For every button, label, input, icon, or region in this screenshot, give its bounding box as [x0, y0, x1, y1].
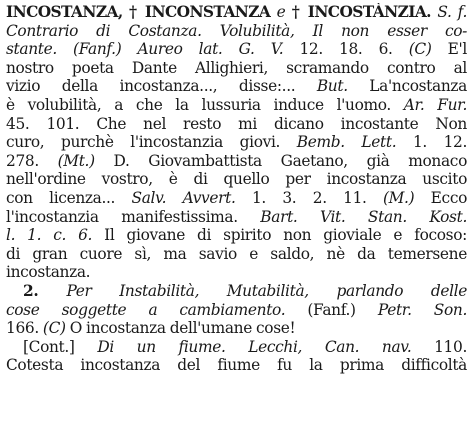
- entry-line-1: [6, 3, 467, 22]
- quote-text: incostanza.: [6, 263, 91, 282]
- entry-line-3: [6, 40, 467, 59]
- headword-main: INCOSTANZA, † INCONSTANZA: [6, 3, 277, 21]
- definition: Contrario di Costanza. Volubilità, Il non esser co-: [6, 21, 467, 40]
- citation-mark: (C): [42, 319, 66, 338]
- quote-text: La'ncostanza: [347, 77, 467, 96]
- quote-text: Che nel resto mi dicano incostante Non: [79, 114, 467, 133]
- quote-text: nell'ordine vostro, è di quello per incostanza uscito: [6, 170, 467, 189]
- citation-ref: 12. 18. 6.: [283, 40, 409, 59]
- entry-line-20: [6, 356, 467, 375]
- entry-line-18: [6, 319, 467, 338]
- citation-ref: 278.: [6, 151, 58, 170]
- quote-text: di gran cuore sì, ma savio e saldo, nè da temersene: [6, 244, 467, 263]
- entry-line-17: [6, 301, 467, 320]
- quote-text: nostro poeta Dante Allighieri, scramando contro al: [6, 58, 467, 77]
- citation-ref: 45. 101.: [6, 114, 80, 133]
- entry-line-7: [6, 115, 467, 134]
- quote-text: vizio della incostanza..., disse:...: [6, 77, 317, 96]
- entry-line-13: [6, 226, 467, 245]
- entry-line-14: [6, 245, 467, 264]
- definition: Di un fiume. Lecchi, Can. nav.: [97, 337, 412, 356]
- entry-line-2: [6, 22, 467, 41]
- citation-source: Ar. Fur.: [403, 95, 467, 114]
- entry-line-8: [6, 133, 467, 152]
- definition: Per Instabilità, Mutabilità, parlando delle: [66, 281, 467, 300]
- citation-ref: 110.: [411, 337, 467, 356]
- citation-ref: 166.: [6, 319, 43, 338]
- quote-text: Il giovane di spirito non gioviale e focoso:: [92, 226, 467, 245]
- entry-line-4: [6, 59, 467, 78]
- quote-text: con licenza...: [6, 188, 132, 207]
- citation-source: Bart. Vit. Stan. Kost.: [260, 207, 467, 226]
- quote-text: D. Giovambattista Gaetano, già monaco: [94, 151, 467, 170]
- citation-source: But.: [316, 77, 348, 96]
- quote-text: curo, purchè l'incostanzia giovi.: [6, 133, 297, 152]
- citation-source: Petr. Son.: [377, 300, 467, 319]
- citation-ref: 1. 3. 2. 11.: [235, 188, 383, 207]
- citation-source: Bemb. Lett.: [296, 133, 397, 152]
- entry-line-6: [6, 96, 467, 115]
- entry-line-15: [6, 263, 467, 282]
- entry-line-11: [6, 189, 467, 208]
- entry-line-5: [6, 77, 467, 96]
- citation-ref: 1. 12.: [396, 133, 467, 152]
- part-of-speech: S. f.: [437, 3, 467, 21]
- entry-line-19: [6, 338, 467, 357]
- citation-mark: (C): [408, 40, 432, 59]
- conjunction: e: [276, 3, 286, 21]
- quote-text: è volubilità, a che la lussuria induce l'uomo.: [6, 95, 404, 114]
- citation-source: stante. (Fanf.) Aureo lat. G. V.: [6, 40, 284, 59]
- citation-ref: l. 1. c. 6.: [6, 226, 93, 245]
- quote-text: Ecco: [414, 188, 467, 207]
- entry-line-12: [6, 208, 467, 227]
- citation-mark: (M.): [382, 188, 415, 207]
- citation-mark: (Mt.): [57, 151, 95, 170]
- quote-text: l'incostanzia manifestissima.: [6, 207, 261, 226]
- entry-line-16: [6, 282, 467, 301]
- entry-line-10: [6, 170, 467, 189]
- definition: cose soggette a cambiamento.: [6, 300, 286, 319]
- entry-line-9: [6, 152, 467, 171]
- quote-text: Cotesta incostanza del fiume fu la prima difficoltà: [6, 356, 467, 375]
- contributor-mark: [Cont.]: [23, 337, 98, 356]
- citation-mark: (Fanf.): [285, 300, 378, 319]
- headword-variant: † INCOSTÀNZIA.: [285, 3, 438, 21]
- citation-source: Salv. Avvert.: [131, 188, 236, 207]
- sense-number: 2.: [23, 281, 67, 300]
- quote-text: O incostanza dell'umane cose!: [65, 319, 296, 338]
- quote-text: E'l: [431, 40, 467, 59]
